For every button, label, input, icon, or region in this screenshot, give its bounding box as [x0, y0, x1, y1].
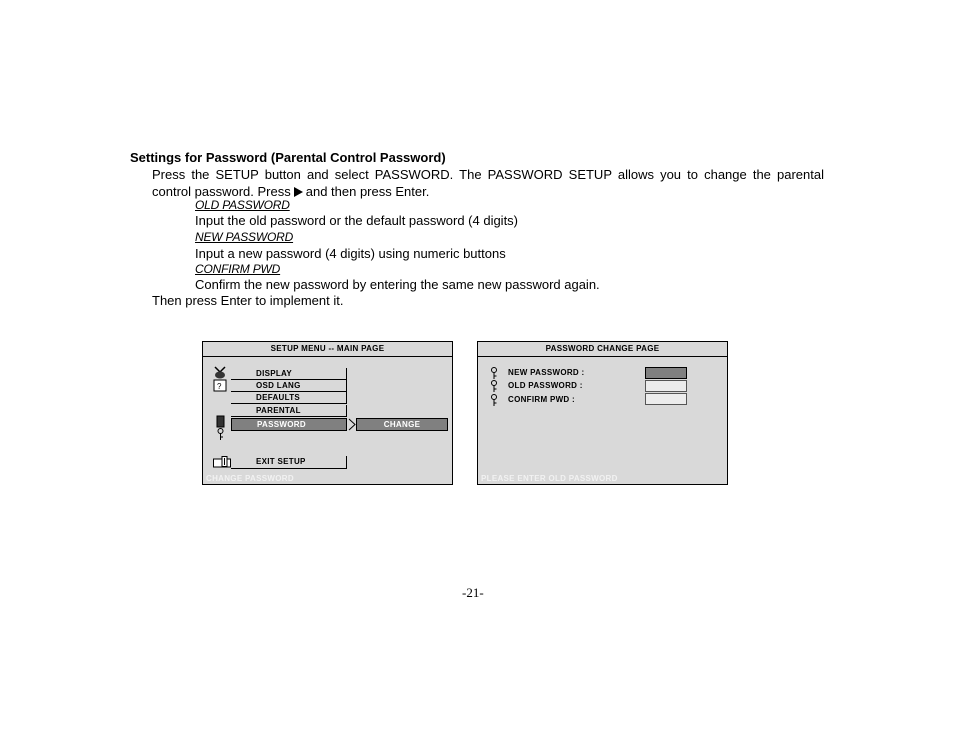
- password-change-title: PASSWORD CHANGE PAGE: [478, 342, 727, 357]
- setup-menu-screen: [202, 341, 453, 485]
- key-icon: [490, 367, 498, 380]
- password-status-text: PLEASE ENTER OLD PASSWORD: [481, 474, 618, 483]
- old-password-input[interactable]: [645, 380, 687, 392]
- exit-icon: [213, 456, 231, 468]
- intro-text-after: and then press Enter.: [305, 184, 430, 199]
- menu-item-defaults[interactable]: DEFAULTS: [231, 392, 347, 404]
- page-number: -21-: [462, 585, 484, 600]
- display-icon: [213, 365, 227, 379]
- closing-instruction: Then press Enter to implement it.: [152, 293, 344, 308]
- confirm-pwd-label: CONFIRM PWD :: [508, 395, 576, 404]
- setup-status-text: CHANGE PASSWORD: [206, 474, 294, 483]
- menu-item-osd-lang[interactable]: OSD LANG: [231, 380, 347, 392]
- term-old-password: OLD PASSWORD: [195, 198, 290, 212]
- menu-item-parental[interactable]: PARENTAL: [231, 405, 347, 417]
- menu-item-display[interactable]: DISPLAY: [231, 368, 347, 380]
- term-confirm-pwd: CONFIRM PWD: [195, 262, 281, 276]
- right-triangle-icon: [294, 187, 303, 197]
- svg-text:?: ?: [217, 382, 222, 391]
- desc-old-password: Input the old password or the default password (4 digits): [195, 213, 519, 228]
- menu-item-password[interactable]: PASSWORD: [231, 418, 347, 431]
- password-change-screen: [477, 341, 728, 485]
- desc-confirm-pwd: Confirm the new password by entering the same new password again.: [195, 277, 600, 292]
- key-icon: [490, 380, 498, 393]
- intro-text-before: Press the SETUP button and select PASSWORD. The PASSWORD SETUP allows you to change the parental control password. Press: [152, 167, 824, 199]
- submenu-change[interactable]: CHANGE: [356, 418, 448, 431]
- new-password-input[interactable]: [645, 367, 687, 379]
- confirm-pwd-input[interactable]: [645, 393, 687, 405]
- intro-paragraph: [152, 166, 824, 200]
- new-password-label: NEW PASSWORD :: [508, 368, 585, 377]
- term-new-password: NEW PASSWORD: [195, 230, 294, 244]
- lock-key-icon: [216, 415, 226, 441]
- language-icon: [213, 379, 227, 392]
- desc-new-password: Input a new password (4 digits) using numeric buttons: [195, 246, 506, 261]
- menu-item-exit-setup[interactable]: EXIT SETUP: [231, 456, 347, 469]
- key-icon: [490, 394, 498, 407]
- section-heading: Settings for Password (Parental Control Password): [130, 150, 446, 165]
- setup-menu-title: SETUP MENU -- MAIN PAGE: [203, 342, 452, 357]
- old-password-label: OLD PASSWORD :: [508, 381, 583, 390]
